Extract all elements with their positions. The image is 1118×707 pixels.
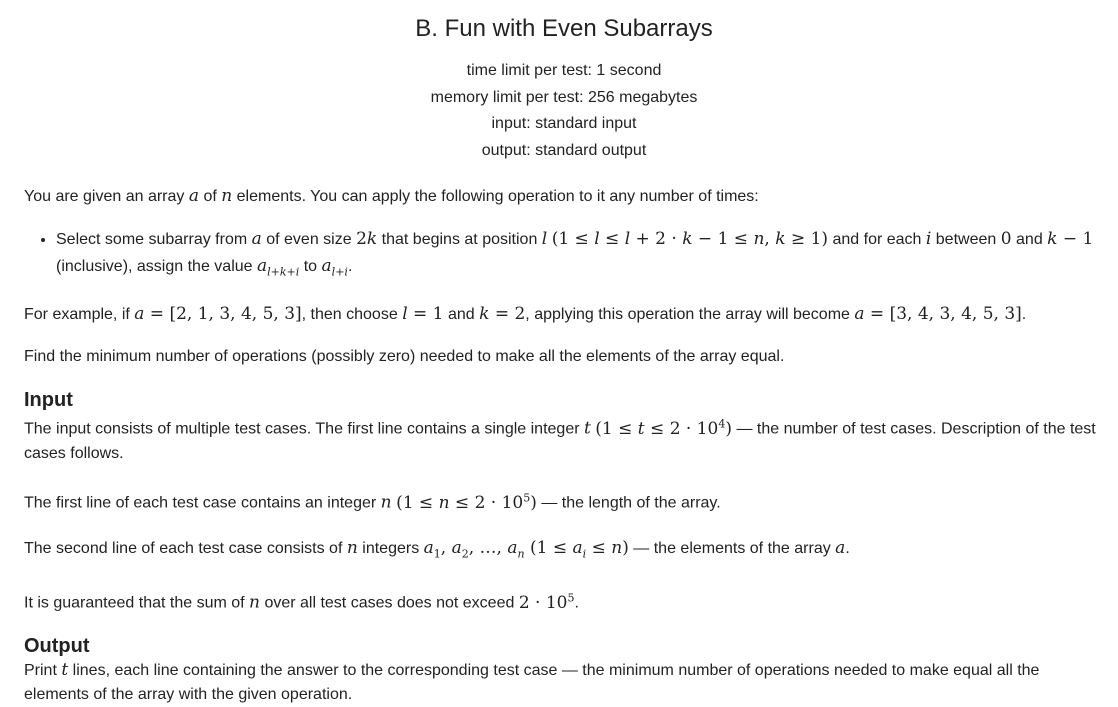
statement-example: For example, if a = [2, 1, 3, 4, 5, 3], then choose l = 1 and k = 2, applying this operation the array will become a = [3, 4, 3, 4, 5, 3]. <box>24 304 1027 325</box>
time-limit: time limit per test: 1 second <box>466 62 662 79</box>
input-section <box>24 388 1104 615</box>
output-p1: Print t lines, each line containing the answer to the corresponding test case — the minimum number of operations needed to make equal all the elements of the array with the given operation. <box>24 659 1040 703</box>
problem-page <box>24 0 1104 707</box>
input-p2: The first line of each test case contains an integer n $(1 \le n \le 2 \cdot 10^5)$ — the length of the array. <box>24 491 721 513</box>
output-section <box>24 634 1104 707</box>
output-spec: output: standard output <box>481 141 647 159</box>
operation-description: • Select some subarray from a of even size 2k that begins at position l (1 ≤ l ≤ l + 2 · k − 1 ≤ n, k ≥ 1) and for each i between 0 and k − 1 (inclusive), assign the value $a_{l+k+i}$ to $a_{l+i}$. <box>56 226 1104 285</box>
statement-task: Find the minimum number of operations (possibly zero) needed to make all the elements of the array equal. <box>24 348 785 366</box>
input-p1: The input consists of multiple test cases. The first line contains a single integer t $(1 \le t \le 2 \cdot 10^4)$ — the number of test cases. Description of the test cases follows. <box>24 417 1096 463</box>
input-spec: input: standard input <box>491 115 637 132</box>
problem-header <box>24 14 1104 164</box>
problem-limits <box>24 58 1104 164</box>
memory-limit: memory limit per test: 256 megabytes <box>430 88 698 106</box>
input-p3: The second line of each test case consists of n integers $a_1$, $a_2$, …, $a_n$ $(1 \le a_i \le n)$ — the elements of the array a. <box>24 537 850 561</box>
statement-intro: You are given an array a of n elements. You can apply the following operation to it any number of times: <box>24 186 759 206</box>
problem-title: B. Fun with Even Subarrays <box>415 15 713 42</box>
operation-list <box>24 226 1104 285</box>
legend <box>24 184 1104 369</box>
output-section-title: Output <box>24 634 90 657</box>
input-section-title: Input <box>24 389 73 412</box>
input-p4: It is guaranteed that the sum of n over all test cases does not exceed $2 \cdot 10^5$. <box>24 591 579 613</box>
